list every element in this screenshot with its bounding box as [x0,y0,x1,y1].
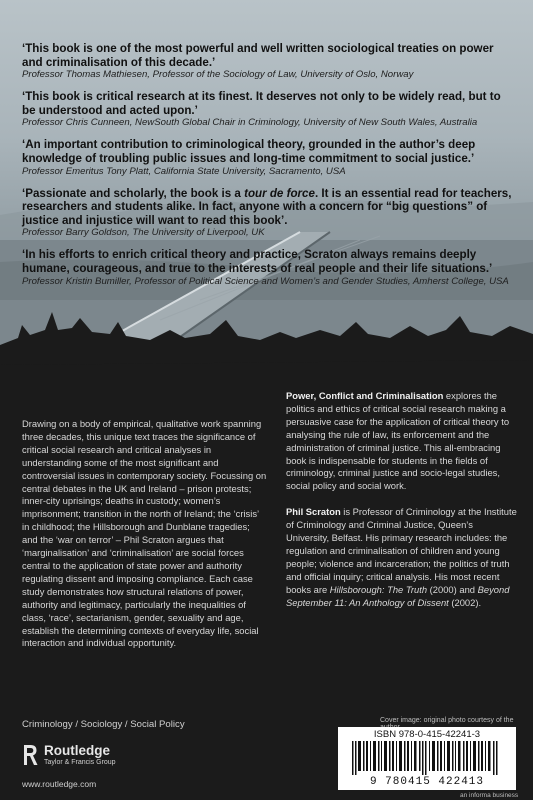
quote-italic-phrase: tour de force [244,186,315,200]
routledge-r-icon [22,743,39,767]
publisher-url: www.routledge.com [22,779,97,789]
book-reference: Hillsborough: The Truth [329,583,428,595]
barcode-number: 9 780415 422413 [369,776,485,788]
informa-tagline: an informa business [460,792,519,799]
quote-source: Professor Thomas Mathiesen, Professor of the Sociology of Law, University of Oslo, Norway [22,69,414,81]
review-quote [22,42,517,81]
review-quote [22,187,517,240]
author-bio: Phil Scraton is Professor of Criminology at the Institute of Criminology and Criminal Justice, Queen’s University, Belfast. His primary research includes: the regulation and criminalisation of children and young people; violence and incarceration; the politics of truth and official inquiry; critical analysis. His most recent books are Hillsborough: The Truth (2000) and Beyond September 11: An Anthology of Dissent (2002). [286,506,517,608]
quote-source: Professor Emeritus Tony Platt, California State University, Sacramento, USA [22,165,346,177]
back-cover-text-section [0,390,533,800]
review-quote [22,90,517,129]
barcode-bars [352,741,502,775]
quote-text: ‘An important contribution to criminological theory, grounded in the author’s deep knowledge of troubling public issues and long-time commitment to social justice.’ [22,138,476,165]
book-summary: Power, Conflict and Criminalisation explores the politics and ethics of critical social research making a persuasive case for the application of critical theory to analysing the rule of law, its enforcement and the administration of criminal justice. This all-embracing book is indispensable for students in the fields of criminology, criminal justice and socio-legal studies, social policy and social work. [286,390,510,492]
book-reference: Beyond September 11: An Anthology of Dissent [286,583,510,608]
review-quotes [22,42,517,297]
author-name: Phil Scraton [286,506,341,518]
subject-categories: Criminology / Sociology / Social Policy [22,719,185,730]
publisher-logo [22,743,162,783]
book-title: Power, Conflict and Criminalisation [286,390,444,401]
quote-text: ‘In his efforts to enrich critical theory and practice, Scraton always remains deeply humane, courageous, and true to the interests of real people and their life situations.’ [22,248,493,275]
quote-text: ‘Passionate and scholarly, the book is a tour de force. It is an essential read for teachers, researchers and students alike. In fact, anyone with a concern for “big questions” of justice and injustice will want to read this book’. [22,186,512,227]
publisher-group: Taylor & Francis Group [44,759,116,766]
quote-source: Professor Kristin Bumiller, Professor of Political Science and Women’s and Gender Studies, Amherst College, USA [22,275,509,287]
publisher-name: Routledge [44,743,110,758]
review-quote [22,138,517,177]
review-quote [22,248,517,287]
isbn-number: ISBN 978-0-415-42241-3 [373,729,481,740]
quote-text: ‘This book is one of the most powerful and well written sociological treaties on power and criminalisation of this decade.’ [22,42,494,69]
cover-image-credit: Cover image: original photo courtesy of the [380,717,514,724]
book-description: Drawing on a body of empirical, qualitative work spanning three decades, this unique text traces the significance of critical social research and critical analyses in understanding some of the most significant and controversial issues in contemporary society. Focussing on central debates in the UK and Ireland – prison protests; inner-city uprisings; deaths in custody; women’s imprisonment; transition in the north of Ireland; the ‘crisis’ in childhood; the Hillsborough and Dunblane tragedies; and the ‘war on terror’ – Phil Scraton argues that ‘marginalisation’ and ‘criminalisation’ are social forces central to the application of state power and authority regulating dissent and imposing compliance. Each case study demonstrates how structural relations of power, authority and legitimacy, particularly the inequalities of class, ‘race’, sectarianism, gender, sexuality and age, establish the determining contexts of everyday life, social interaction and individual opportunity. [22,418,267,649]
quote-source: Professor Chris Cunneen, NewSouth Global Chair in Criminology, University of New South Wales, Australia [22,117,478,129]
quote-text: ‘This book is critical research at its finest. It deserves not only to be widely read, but to be understood and acted upon.’ [22,90,501,117]
quote-source: Professor Barry Goldson, The University of Liverpool, UK [22,227,265,239]
book-details-column [286,390,518,623]
isbn-barcode [338,727,516,790]
back-cover-photo-section [0,0,533,390]
